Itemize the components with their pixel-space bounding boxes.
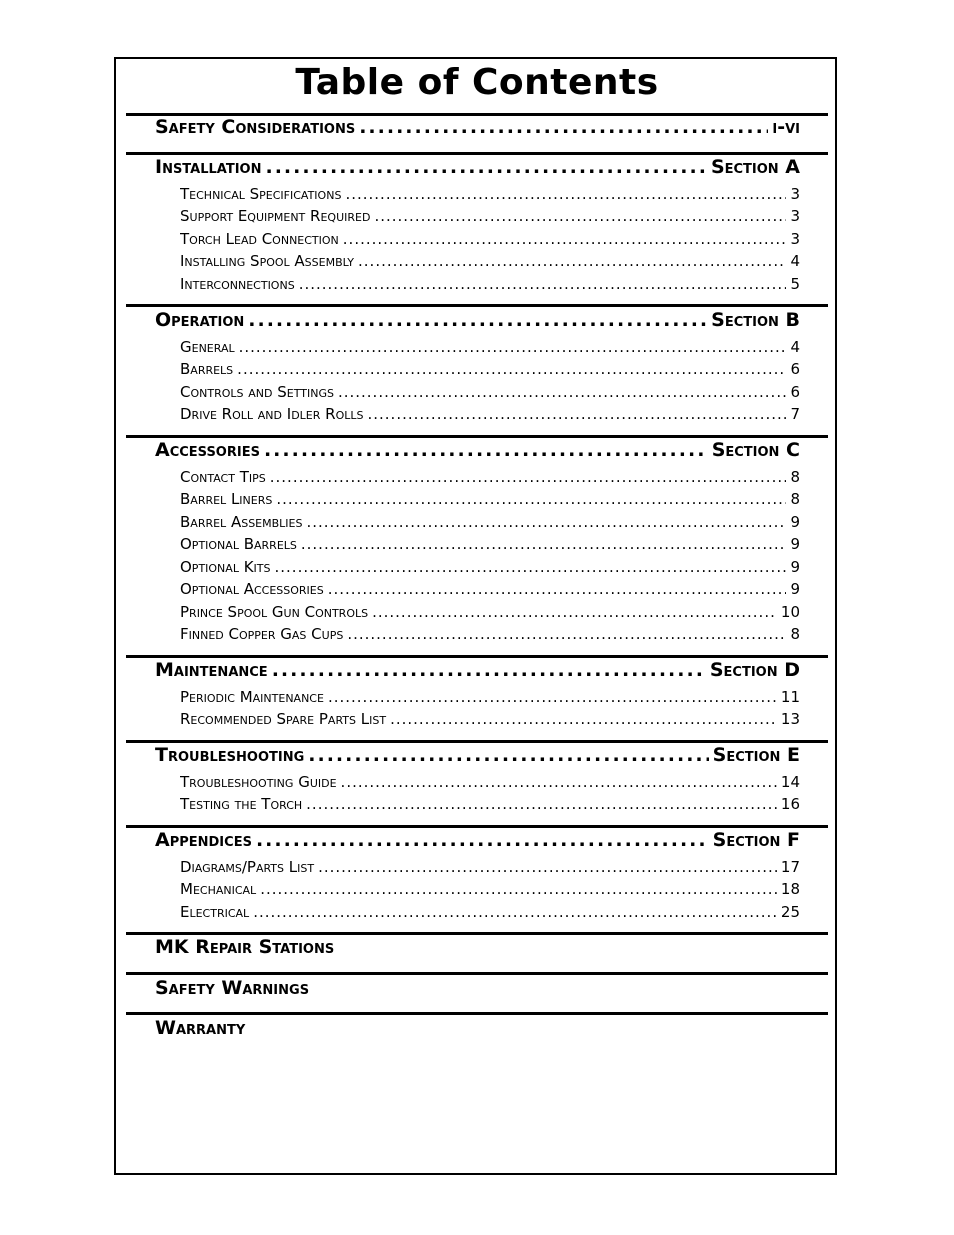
toc-section-ref: Section C [711, 439, 800, 461]
toc-section-label: Warranty [155, 1017, 246, 1039]
dot-leader [272, 659, 706, 681]
dot-leader [338, 383, 787, 401]
toc-section-label: Maintenance [155, 659, 268, 681]
toc-item-page: 9 [790, 513, 800, 531]
toc-section-label: Safety Warnings [155, 977, 310, 999]
toc-item-label: Periodic Maintenance [180, 688, 324, 706]
toc-section-installation[interactable] [155, 156, 800, 178]
toc-entry-safety-considerations[interactable] [155, 116, 800, 138]
toc-item-page: 3 [790, 230, 800, 248]
dot-leader [359, 116, 768, 138]
toc-section-ref: Section D [709, 659, 800, 681]
toc-entry-label: Safety Considerations [155, 116, 356, 138]
dot-leader [390, 710, 777, 728]
section-divider [126, 972, 828, 975]
toc-item-page: 6 [790, 383, 800, 401]
dot-leader [328, 580, 787, 598]
toc-item-label: Installing Spool Assembly [180, 252, 355, 270]
toc-item-label: Electrical [180, 903, 250, 921]
toc-item[interactable] [180, 360, 800, 378]
toc-item-label: Interconnections [180, 275, 295, 293]
dot-leader [270, 468, 787, 486]
toc-item-page: 8 [790, 490, 800, 508]
dot-leader [358, 252, 786, 270]
section-divider [126, 932, 828, 935]
dot-leader [367, 405, 786, 423]
toc-item-label: Controls and Settings [180, 383, 334, 401]
toc-item[interactable] [180, 185, 800, 203]
dot-leader [308, 744, 708, 766]
toc-item-label: Barrels [180, 360, 234, 378]
toc-section-operation[interactable] [155, 309, 800, 331]
toc-section-label: Operation [155, 309, 245, 331]
toc-item[interactable] [180, 338, 800, 356]
toc-item[interactable] [180, 275, 800, 293]
toc-item-page: 11 [780, 688, 800, 706]
section-divider [126, 152, 828, 155]
toc-item-label: Mechanical [180, 880, 257, 898]
toc-section-ref: Section B [711, 309, 800, 331]
toc-item[interactable] [180, 230, 800, 248]
toc-item[interactable] [180, 383, 800, 401]
toc-item-label: Prince Spool Gun Controls [180, 603, 369, 621]
toc-item-label: Testing the Torch [180, 795, 303, 813]
dot-leader [328, 688, 777, 706]
dot-leader [276, 490, 786, 508]
toc-section-label: Troubleshooting [155, 744, 305, 766]
toc-item-label: Technical Specifications [180, 185, 342, 203]
toc-item-label: Torch Lead Connection [180, 230, 339, 248]
toc-item-page: 13 [780, 710, 800, 728]
toc-section-ref: Section A [710, 156, 800, 178]
toc-item-page: 17 [780, 858, 800, 876]
toc-item-page: 18 [780, 880, 800, 898]
toc-section-warranty[interactable] [155, 1017, 800, 1039]
dot-leader [266, 156, 707, 178]
toc-item[interactable] [180, 603, 800, 621]
toc-item-page: 8 [790, 625, 800, 643]
toc-section-safety-warnings[interactable] [155, 977, 800, 999]
toc-item[interactable] [180, 468, 800, 486]
dot-leader [301, 535, 787, 553]
toc-section-label: MK Repair Stations [155, 936, 335, 958]
toc-item-page: 7 [790, 405, 800, 423]
dot-leader [299, 275, 787, 293]
toc-item-page: 4 [790, 338, 800, 356]
toc-section-label: Installation [155, 156, 262, 178]
toc-item-label: Finned Copper Gas Cups [180, 625, 344, 643]
dot-leader [260, 880, 777, 898]
dot-leader [374, 207, 786, 225]
toc-item[interactable] [180, 405, 800, 423]
dot-leader [306, 513, 786, 531]
toc-item[interactable] [180, 880, 800, 898]
toc-item-page: 3 [790, 185, 800, 203]
toc-item-label: Optional Barrels [180, 535, 297, 553]
dot-leader [264, 439, 708, 461]
toc-section-label: Appendices [155, 829, 252, 851]
toc-item-label: Barrel Liners [180, 490, 273, 508]
toc-item-label: Contact Tips [180, 468, 266, 486]
toc-item-page: 9 [790, 580, 800, 598]
toc-item[interactable] [180, 252, 800, 270]
toc-item-page: 16 [780, 795, 800, 813]
section-divider [126, 655, 828, 658]
toc-item-label: Drive Roll and Idler Rolls [180, 405, 364, 423]
dot-leader [341, 773, 777, 791]
dot-leader [239, 338, 787, 356]
toc-item-label: Troubleshooting Guide [180, 773, 337, 791]
toc-section-troubleshooting[interactable] [155, 744, 800, 766]
toc-item-label: Support Equipment Required [180, 207, 371, 225]
toc-item[interactable] [180, 688, 800, 706]
toc-item[interactable] [180, 580, 800, 598]
section-divider [126, 740, 828, 743]
toc-item-page: 9 [790, 558, 800, 576]
toc-item[interactable] [180, 625, 800, 643]
toc-section-appendices[interactable] [155, 829, 800, 851]
dot-leader [256, 829, 709, 851]
section-divider [126, 435, 828, 438]
toc-item[interactable] [180, 710, 800, 728]
toc-item[interactable] [180, 207, 800, 225]
section-divider [126, 1012, 828, 1015]
toc-section-maintenance[interactable] [155, 659, 800, 681]
toc-item-page: 5 [790, 275, 800, 293]
toc-item-label: General [180, 338, 235, 356]
section-divider [126, 825, 828, 828]
toc-item[interactable] [180, 858, 800, 876]
toc-item-page: 14 [780, 773, 800, 791]
dot-leader [345, 185, 786, 203]
dot-leader [306, 795, 777, 813]
toc-item-page: 3 [790, 207, 800, 225]
dot-leader [253, 903, 777, 921]
toc-item-label: Diagrams/Parts List [180, 858, 315, 876]
toc-item-page: 8 [790, 468, 800, 486]
toc-item[interactable] [180, 795, 800, 813]
dot-leader [343, 230, 787, 248]
toc-section-ref: Section E [712, 744, 800, 766]
toc-item-page: 25 [780, 903, 800, 921]
toc-item-page: 6 [790, 360, 800, 378]
dot-leader [275, 558, 787, 576]
toc-item-label: Optional Kits [180, 558, 271, 576]
toc-item[interactable] [180, 535, 800, 553]
toc-item[interactable] [180, 903, 800, 921]
dot-leader [372, 603, 777, 621]
dot-leader [347, 625, 786, 643]
dot-leader [248, 309, 707, 331]
dot-leader [318, 858, 777, 876]
toc-entry-page: i-vi [772, 116, 800, 138]
toc-item[interactable] [180, 773, 800, 791]
section-divider [126, 304, 828, 307]
toc-section-ref: Section F [712, 829, 800, 851]
toc-section-label: Accessories [155, 439, 260, 461]
toc-item-page: 10 [780, 603, 800, 621]
toc-section-accessories[interactable] [155, 439, 800, 461]
toc-item-page: 4 [790, 252, 800, 270]
toc-item-label: Barrel Assemblies [180, 513, 303, 531]
dot-leader [237, 360, 786, 378]
toc-item[interactable] [180, 513, 800, 531]
toc-item[interactable] [180, 490, 800, 508]
page-title: Table of Contents [295, 62, 659, 103]
toc-item[interactable] [180, 558, 800, 576]
toc-item-page: 9 [790, 535, 800, 553]
toc-item-label: Recommended Spare Parts List [180, 710, 387, 728]
toc-item-label: Optional Accessories [180, 580, 324, 598]
toc-section-mk-repair-stations[interactable] [155, 936, 800, 958]
